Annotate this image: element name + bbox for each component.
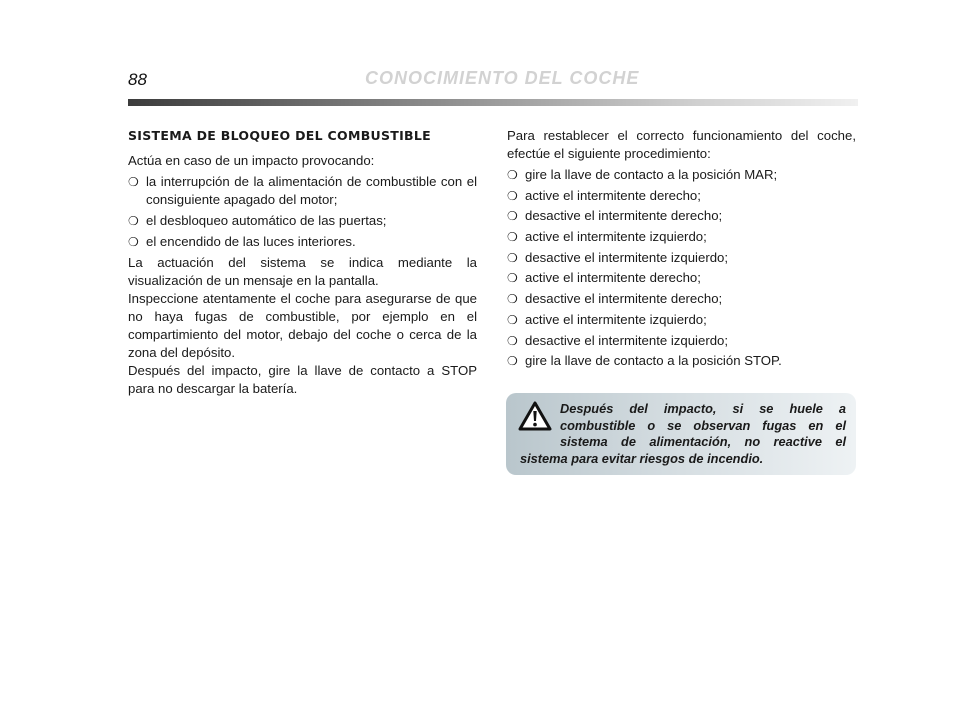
left-list [128,173,477,251]
list-item: ❍ gire la llave de contacto a la posición STOP. [507,353,782,369]
page-number: 88 [128,70,147,89]
bullet-circle-icon: ❍ [507,271,518,286]
section-heading: SISTEMA DE BLOQUEO DEL COMBUSTIBLE [128,128,431,143]
bullet-circle-icon: ❍ [507,354,518,369]
left-paragraph: La actuación del sistema se indica mediante la visualización de un mensaje en la pantalla. [128,255,477,288]
left-paragraph: Después del impacto, gire la llave de contacto a STOP para no descargar la batería. [128,363,477,396]
bullet-circle-icon: ❍ [507,312,518,327]
list-item: ❍ el desbloqueo automático de las puertas; [128,213,387,228]
list-item: ❍ desactive el intermitente derecho; [507,291,723,307]
bullet-circle-icon: ❍ [507,292,518,307]
list-item: ❍ active el intermitente derecho; [507,270,701,286]
right-column [507,127,856,373]
list-item: ❍ el encendido de las luces interiores. [128,234,356,249]
list-item: ❍ active el intermitente derecho; [507,187,701,203]
left-paragraph: Inspeccione atentamente el coche para asegurarse de que no haya fugas de combustible, por ejemplo en el compartimiento del motor, debajo del coche o cerca de la zona del depósito. [128,291,477,360]
list-item: ❍ gire la llave de contacto a la posición MAR; [507,167,778,182]
bullet-circle-icon: ❍ [128,235,139,249]
right-intro: Para restablecer el correcto funcionamiento del coche, efectúe el siguiente procedimiento: [507,128,856,161]
procedure-list [507,166,856,370]
header-rule [128,99,858,106]
list-item: ❍ desactive el intermitente izquierdo; [507,332,729,348]
bullet-circle-icon: ❍ [128,214,139,228]
left-intro: Actúa en caso de un impacto provocando: [128,153,375,168]
list-item: ❍ active el intermitente izquierdo; [507,311,707,327]
bullet-circle-icon: ❍ [128,175,139,189]
running-head: CONOCIMIENTO DEL COCHE [365,68,640,88]
bullet-circle-icon: ❍ [507,168,518,182]
list-item: ❍ active el intermitente izquierdo; [507,229,707,245]
list-item: ❍ desactive el intermitente derecho; [507,208,723,224]
bullet-circle-icon: ❍ [507,209,518,224]
list-item: ❍ la interrupción de la alimentación de combustible con el consiguiente apagado del motor; [128,174,477,207]
bullet-circle-icon: ❍ [507,250,518,265]
bullet-circle-icon: ❍ [507,230,518,245]
bullet-circle-icon: ❍ [507,333,518,348]
warning-box [506,393,856,475]
bullet-circle-icon: ❍ [507,188,518,203]
warning-text: Después del impacto, si se huele a combustible o se observan fugas en el sistema de alimentación, no reactive el sistema para evitar riesgos de incendio. [520,401,846,466]
list-item: ❍ desactive el intermitente izquierdo; [507,249,729,265]
left-column [128,127,477,398]
